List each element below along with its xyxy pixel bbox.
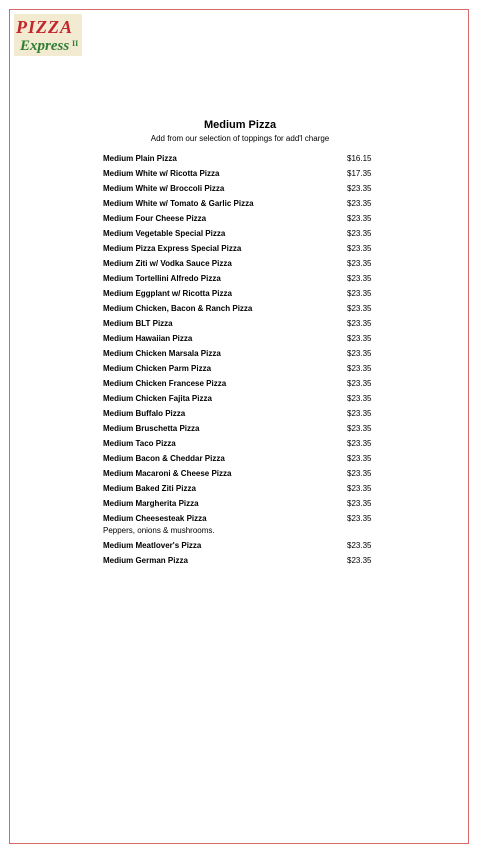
menu-item[interactable]: [103, 259, 379, 274]
menu-item-info: [103, 394, 212, 403]
menu-item[interactable]: [103, 289, 379, 304]
menu-item-info: [103, 541, 201, 550]
menu-item-price: $23.35: [347, 454, 372, 463]
menu-item[interactable]: [103, 334, 379, 349]
menu-item-name: Medium Chicken, Bacon & Ranch Pizza: [103, 304, 253, 313]
menu-item-name: Medium Baked Ziti Pizza: [103, 484, 196, 493]
menu-item-info: [103, 424, 199, 433]
menu-item-name: Medium Tortellini Alfredo Pizza: [103, 274, 221, 283]
menu-item-name: Medium Chicken Marsala Pizza: [103, 349, 221, 358]
menu-item-price: $23.35: [347, 499, 372, 508]
menu-item-name: Medium Bruschetta Pizza: [103, 424, 200, 433]
menu-item-name: Medium BLT Pizza: [103, 319, 173, 328]
menu-item-price: $17.35: [347, 169, 372, 178]
menu-item-price: $16.15: [347, 154, 372, 163]
menu-item-price: $23.35: [347, 229, 372, 238]
menu-item[interactable]: [103, 439, 379, 454]
menu-item-price: $23.35: [347, 556, 372, 565]
menu-list: [103, 154, 379, 571]
menu-item-info: [103, 454, 225, 463]
menu-item-price: $23.35: [347, 379, 372, 388]
menu-item[interactable]: [103, 169, 379, 184]
logo-suffix: II: [72, 39, 79, 48]
menu-item-price: $23.35: [347, 304, 372, 313]
section-title: Medium Pizza: [203, 119, 277, 131]
menu-item-price: $23.35: [347, 334, 372, 343]
menu-item-info: [103, 469, 231, 478]
menu-item[interactable]: [103, 484, 379, 499]
menu-item[interactable]: [103, 364, 379, 379]
logo-line2: Express: [20, 38, 70, 54]
menu-item-price: $23.35: [347, 469, 372, 478]
menu-item-name: Medium Chicken Francese Pizza: [103, 379, 227, 388]
menu-item[interactable]: [103, 394, 379, 409]
menu-item-price: $23.35: [347, 259, 372, 268]
menu-item-price: $23.35: [347, 184, 372, 193]
menu-item-info: [103, 229, 225, 238]
menu-item-name: Medium Hawaiian Pizza: [103, 334, 193, 343]
logo-line1: PIZZA: [16, 17, 73, 37]
menu-item-info: [103, 199, 254, 208]
menu-item-info: [103, 379, 226, 388]
menu-item-info: [103, 439, 176, 448]
menu-item[interactable]: [103, 214, 379, 229]
menu-item-price: $23.35: [347, 424, 372, 433]
menu-item-info: [103, 304, 252, 313]
menu-item-name: Medium Taco Pizza: [103, 439, 176, 448]
menu-item-info: [103, 334, 192, 343]
menu-item-info: [103, 409, 185, 418]
menu-item[interactable]: [103, 304, 379, 319]
menu-item-info: [103, 499, 199, 508]
menu-item-info: [103, 214, 206, 223]
menu-item-price: $23.35: [347, 364, 372, 373]
menu-item-info: [103, 349, 221, 358]
menu-item-name: Medium Four Cheese Pizza: [103, 214, 207, 223]
menu-item-info: [103, 319, 173, 328]
menu-item[interactable]: [103, 409, 379, 424]
menu-item[interactable]: [103, 184, 379, 199]
menu-item-info: [103, 556, 188, 565]
menu-item[interactable]: [103, 349, 379, 364]
menu-item[interactable]: [103, 379, 379, 394]
menu-item[interactable]: [103, 469, 379, 484]
menu-item-name: Medium Chicken Fajita Pizza: [103, 394, 212, 403]
menu-item-name: Medium Macaroni & Cheese Pizza: [103, 469, 232, 478]
menu-item[interactable]: [103, 499, 379, 514]
menu-item-name: Medium Buffalo Pizza: [103, 409, 186, 418]
menu-item[interactable]: [103, 424, 379, 439]
menu-item-name: Medium White w/ Broccoli Pizza: [103, 184, 225, 193]
menu-item[interactable]: [103, 244, 379, 259]
menu-item-name: Medium White w/ Ricotta Pizza: [103, 169, 220, 178]
menu-item[interactable]: [103, 199, 379, 214]
menu-item-info: [103, 274, 221, 283]
menu-item-price: $23.35: [347, 409, 372, 418]
menu-item-name: Medium German Pizza: [103, 556, 188, 565]
menu-item-name: Medium Ziti w/ Vodka Sauce Pizza: [103, 259, 232, 268]
menu-item-name: Medium Eggplant w/ Ricotta Pizza: [103, 289, 232, 298]
menu-item-price: $23.35: [347, 394, 372, 403]
menu-item-price: $23.35: [347, 244, 372, 253]
menu-item-info: [103, 259, 232, 268]
menu-item-info: [103, 244, 241, 253]
menu-item-price: $23.35: [347, 214, 372, 223]
menu-item-name: Medium Pizza Express Special Pizza: [103, 244, 242, 253]
menu-item-description: Peppers, onions & mushrooms.: [103, 526, 215, 535]
menu-item-name: Medium White w/ Tomato & Garlic Pizza: [103, 199, 254, 208]
menu-item[interactable]: [103, 454, 379, 469]
menu-item-info: [103, 514, 215, 536]
menu-item-name: Medium Plain Pizza: [103, 154, 177, 163]
menu-item[interactable]: [103, 154, 379, 169]
menu-item-name: Medium Margherita Pizza: [103, 499, 199, 508]
menu-item-price: $23.35: [347, 199, 372, 208]
menu-item-info: [103, 289, 232, 298]
menu-item-price: $23.35: [347, 541, 372, 550]
menu-item-price: $23.35: [347, 274, 372, 283]
menu-item-price: $23.35: [347, 484, 372, 493]
menu-item-price: $23.35: [347, 319, 372, 328]
menu-item-price: $23.35: [347, 514, 372, 523]
menu-item-name: Medium Vegetable Special Pizza: [103, 229, 226, 238]
menu-item[interactable]: [103, 541, 379, 556]
menu-item[interactable]: [103, 319, 379, 334]
menu-item-price: $23.35: [347, 289, 372, 298]
menu-item[interactable]: [103, 514, 379, 541]
menu-item-price: $23.35: [347, 349, 372, 358]
menu-item[interactable]: [103, 556, 379, 571]
pizza-express-logo[interactable]: [14, 14, 82, 56]
menu-item-info: [103, 364, 211, 373]
menu-item-name: Medium Chicken Parm Pizza: [103, 364, 212, 373]
menu-item-info: [103, 169, 219, 178]
menu-item-name: Medium Bacon & Cheddar Pizza: [103, 454, 225, 463]
menu-item[interactable]: [103, 229, 379, 244]
menu-item-price: $23.35: [347, 439, 372, 448]
menu-item-info: [103, 484, 196, 493]
menu-item-info: [103, 154, 177, 163]
menu-item-name: Medium Meatlover's Pizza: [103, 541, 202, 550]
menu-item[interactable]: [103, 274, 379, 289]
menu-item-info: [103, 184, 224, 193]
logo-graphic: [14, 14, 82, 56]
menu-item-name: Medium Cheesesteak Pizza: [103, 514, 207, 523]
section-subtitle: Add from our selection of toppings for add'l charge: [150, 134, 330, 143]
